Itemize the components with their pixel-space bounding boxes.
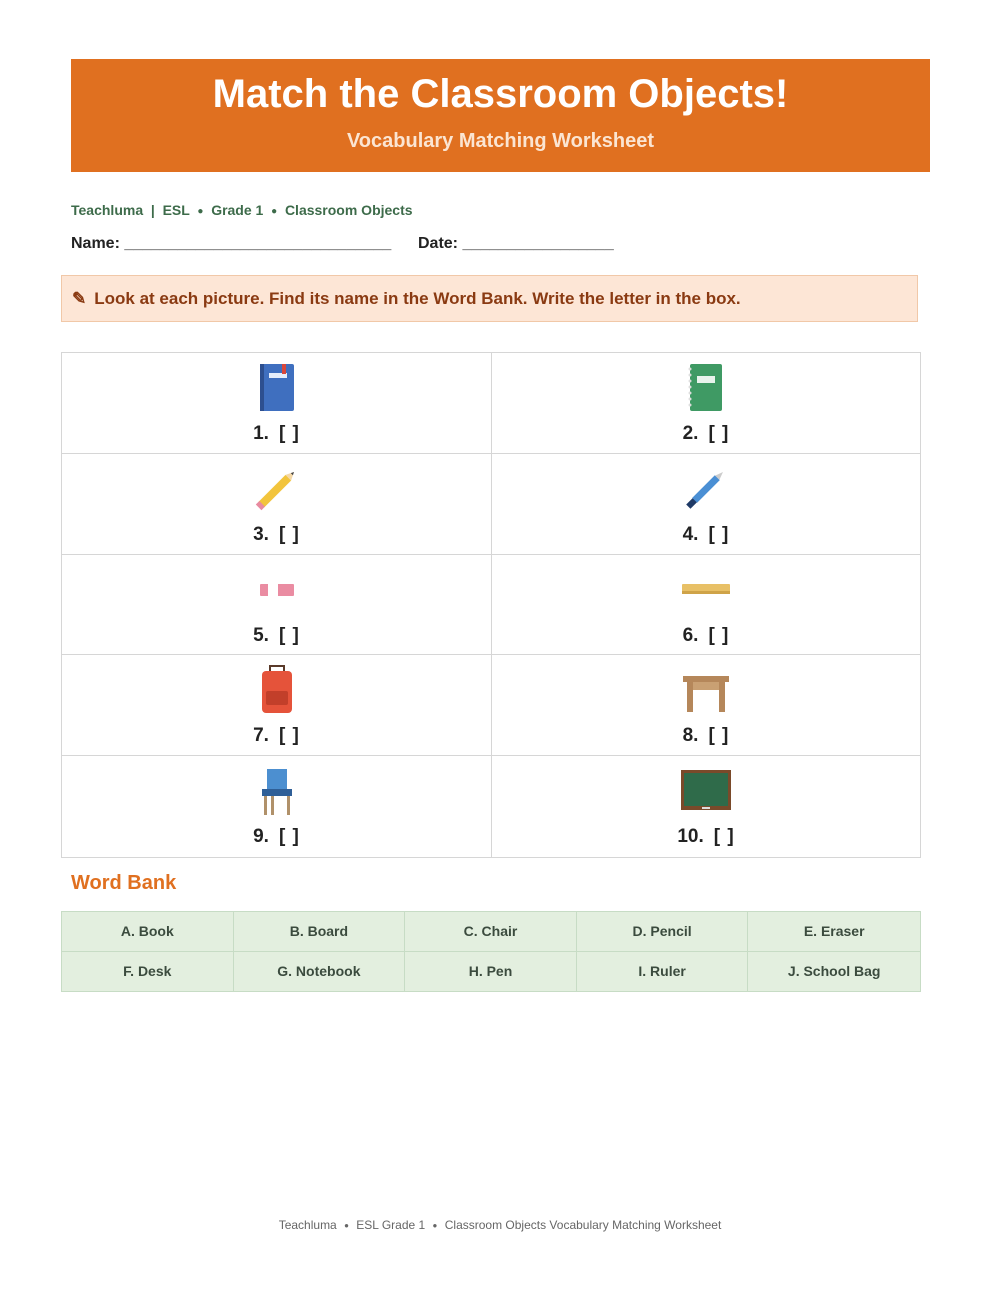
footer-course: ESL Grade 1 xyxy=(356,1218,426,1232)
item-number: 10. xyxy=(677,826,704,848)
bullet-icon: ● xyxy=(271,206,278,217)
topic: Classroom Objects xyxy=(284,202,413,218)
book-icon xyxy=(249,363,305,413)
pencil-icon xyxy=(249,464,305,514)
word-bank xyxy=(61,911,921,992)
item-number: 4. xyxy=(682,523,699,545)
page-subtitle: Vocabulary Matching Worksheet xyxy=(346,130,655,152)
matching-item xyxy=(62,353,492,454)
subject: ESL xyxy=(162,202,190,218)
word-bank-item: I. Ruler xyxy=(577,952,749,992)
word-bank-item: B. Board xyxy=(234,912,406,952)
matching-grid xyxy=(61,352,921,858)
chair-icon xyxy=(249,766,305,816)
word-bank-item: G. Notebook xyxy=(234,952,406,992)
instructions-text: Look at each picture. Find its name in the Word Bank. Write the letter in the box. xyxy=(94,289,741,308)
answer-box[interactable]: [ ] xyxy=(278,624,300,646)
answer-box[interactable]: [ ] xyxy=(708,624,730,646)
meta-separator: | xyxy=(150,202,155,218)
answer-box[interactable]: [ ] xyxy=(278,826,300,848)
brand-name: Teachluma xyxy=(71,202,144,218)
word-bank-item: E. Eraser xyxy=(748,912,920,952)
matching-item xyxy=(62,655,492,756)
desk-icon xyxy=(678,665,734,715)
page-title: Match the Classroom Objects! xyxy=(212,72,789,116)
matching-item xyxy=(62,555,492,656)
bullet-icon: ● xyxy=(344,1221,349,1230)
answer-box[interactable]: [ ] xyxy=(708,423,730,444)
item-number: 3. xyxy=(253,523,269,545)
word-bank-item: D. Pencil xyxy=(577,912,749,952)
title-banner xyxy=(71,59,930,172)
matching-item xyxy=(492,353,920,454)
matching-item xyxy=(492,756,920,857)
instructions-box xyxy=(61,275,918,322)
school-bag-icon xyxy=(249,665,305,715)
footer-brand: Teachluma xyxy=(278,1218,337,1232)
item-number: 6. xyxy=(682,624,699,646)
pencil-icon: ✎ xyxy=(72,289,87,308)
word-bank-title: Word Bank xyxy=(71,872,177,894)
matching-item xyxy=(492,454,920,555)
answer-box[interactable]: [ ] xyxy=(708,523,730,545)
bullet-icon: ● xyxy=(197,206,204,217)
item-number: 5. xyxy=(253,624,269,646)
page-footer xyxy=(0,1218,1000,1232)
word-bank-item: A. Book xyxy=(62,912,234,952)
pen-icon xyxy=(678,464,734,514)
item-number: 7. xyxy=(253,725,269,747)
answer-box[interactable]: [ ] xyxy=(278,523,300,545)
notebook-icon xyxy=(678,363,734,413)
answer-box[interactable]: [ ] xyxy=(278,725,300,747)
answer-box[interactable]: [ ] xyxy=(713,826,735,848)
item-number: 8. xyxy=(682,725,699,747)
bullet-icon: ● xyxy=(432,1221,438,1230)
date-label: Date: xyxy=(417,235,458,252)
item-number: 9. xyxy=(253,826,269,848)
answer-box[interactable]: [ ] xyxy=(708,725,730,747)
ruler-icon xyxy=(678,565,734,615)
matching-item xyxy=(62,756,492,857)
board-icon xyxy=(678,766,734,816)
word-bank-item: C. Chair xyxy=(405,912,577,952)
name-date-row xyxy=(71,235,614,253)
word-bank-item: J. School Bag xyxy=(787,962,881,979)
matching-item xyxy=(62,454,492,555)
name-label: Name: xyxy=(71,235,120,252)
word-bank-item: F. Desk xyxy=(62,952,234,992)
item-number: 2. xyxy=(682,423,699,444)
eraser-icon xyxy=(249,565,305,615)
word-bank-item: H. Pen xyxy=(405,952,577,992)
item-number: 1. xyxy=(253,423,269,444)
meta-line xyxy=(71,202,413,218)
answer-box[interactable]: [ ] xyxy=(278,423,300,444)
matching-item xyxy=(492,655,920,756)
grade: Grade 1 xyxy=(211,202,264,218)
date-field[interactable]: _________________ xyxy=(462,235,614,252)
footer-title: Classroom Objects Vocabulary Matching Worksheet xyxy=(444,1218,722,1232)
name-field[interactable]: ______________________________ xyxy=(124,235,392,252)
matching-item xyxy=(492,555,920,656)
